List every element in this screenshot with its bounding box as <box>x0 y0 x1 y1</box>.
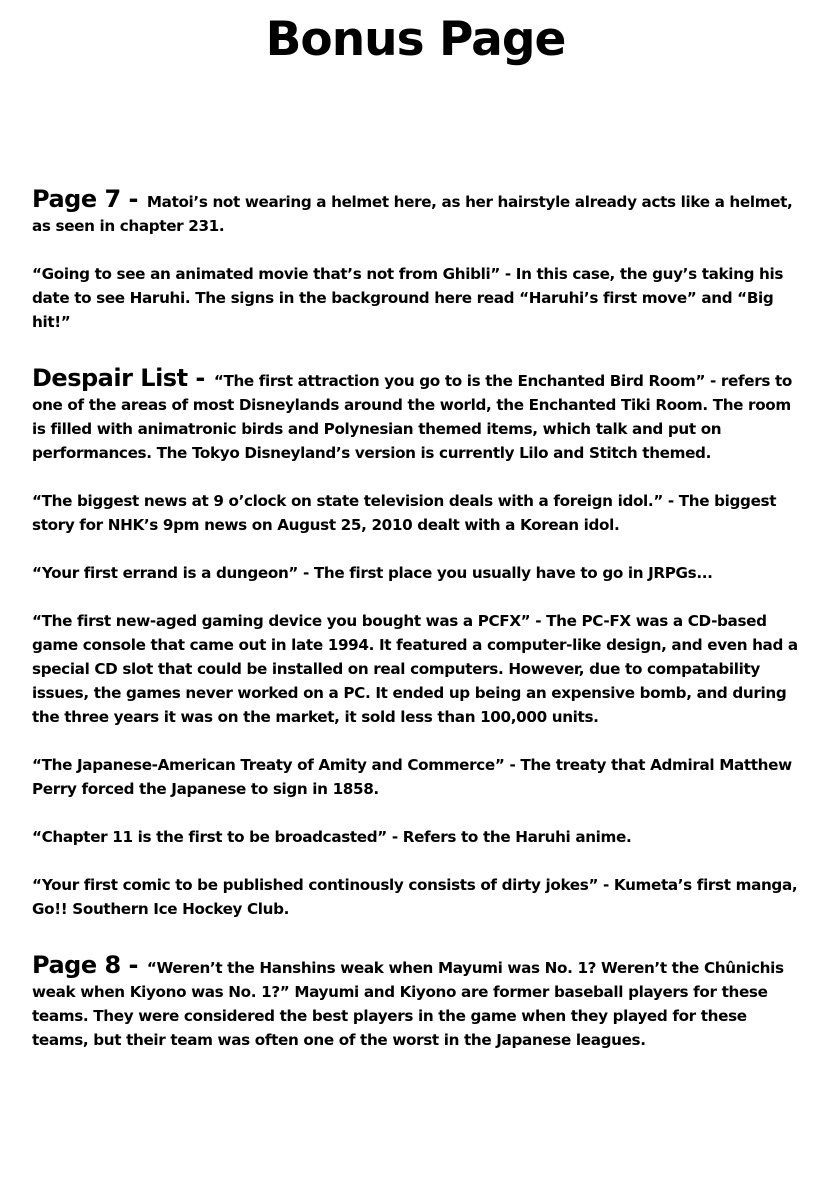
notes-content <box>32 187 807 1076</box>
note-paragraph: “Your first comic to be published continously consists of dirty jokes” - Kumeta’s first manga, Go!! Southern Ice Hockey Club. <box>32 876 798 918</box>
note-text: “Weren’t the Hanshins weak when Mayumi was No. 1? Weren’t the Chûnichis weak when Kiyono was No. 1?” Mayumi and Kiyono are former baseball players for these teams. They were considered the best players in the game when they played for these teams, but their team was often one of the worst in the Japanese leagues. <box>32 959 784 1049</box>
note-text: Matoi’s not wearing a helmet here, as her hairstyle already acts like a helmet, as seen in chapter 231. <box>32 193 793 235</box>
section-heading: Page 8 - <box>32 951 138 979</box>
note-paragraph: “The first new-aged gaming device you bought was a PCFX” - The PC-FX was a CD-based game console that came out in late 1994. It featured a computer-like design, and even had a special CD slot that could be installed on real computers. However, due to compatability issues, the games never worked on a PC. It ended up being an expensive bomb, and during the three years it was on the market, it sold less than 100,000 units. <box>32 612 798 726</box>
section-heading: Despair List - <box>32 364 205 392</box>
section-page-8 <box>32 953 807 1052</box>
section-spacer <box>32 945 807 953</box>
note-paragraph: “Your first errand is a dungeon” - The first place you usually have to go in JRPGs... <box>32 564 713 582</box>
note-paragraph: “Chapter 11 is the first to be broadcasted” - Refers to the Haruhi anime. <box>32 828 632 846</box>
note-paragraph: “The Japanese-American Treaty of Amity and Commerce” - The treaty that Admiral Matthew Perry forced the Japanese to sign in 1858. <box>32 756 792 798</box>
note-paragraph: “Going to see an animated movie that’s not from Ghibli” - In this case, the guy’s taking his date to see Haruhi. The signs in the background here read “Haruhi’s first move” and “Big hit!” <box>32 265 784 331</box>
page-title: Bonus Page <box>265 12 566 67</box>
note-text: “The first attraction you go to is the Enchanted Bird Room” - refers to one of the areas of most Disneylands around the world, the Enchanted Tiki Room. The room is filled with animatronic birds and Polynesian themed items, which talk and put on performances. The Tokyo Disneyland’s version is currently Lilo and Stitch themed. <box>32 372 792 462</box>
section-heading: Page 7 - <box>32 185 138 213</box>
note-paragraph: “The biggest news at 9 o’clock on state television deals with a foreign idol.” - The biggest story for NHK’s 9pm news on August 25, 2010 dealt with a Korean idol. <box>32 492 777 534</box>
section-despair-list <box>32 366 807 465</box>
section-page-7 <box>32 187 807 238</box>
